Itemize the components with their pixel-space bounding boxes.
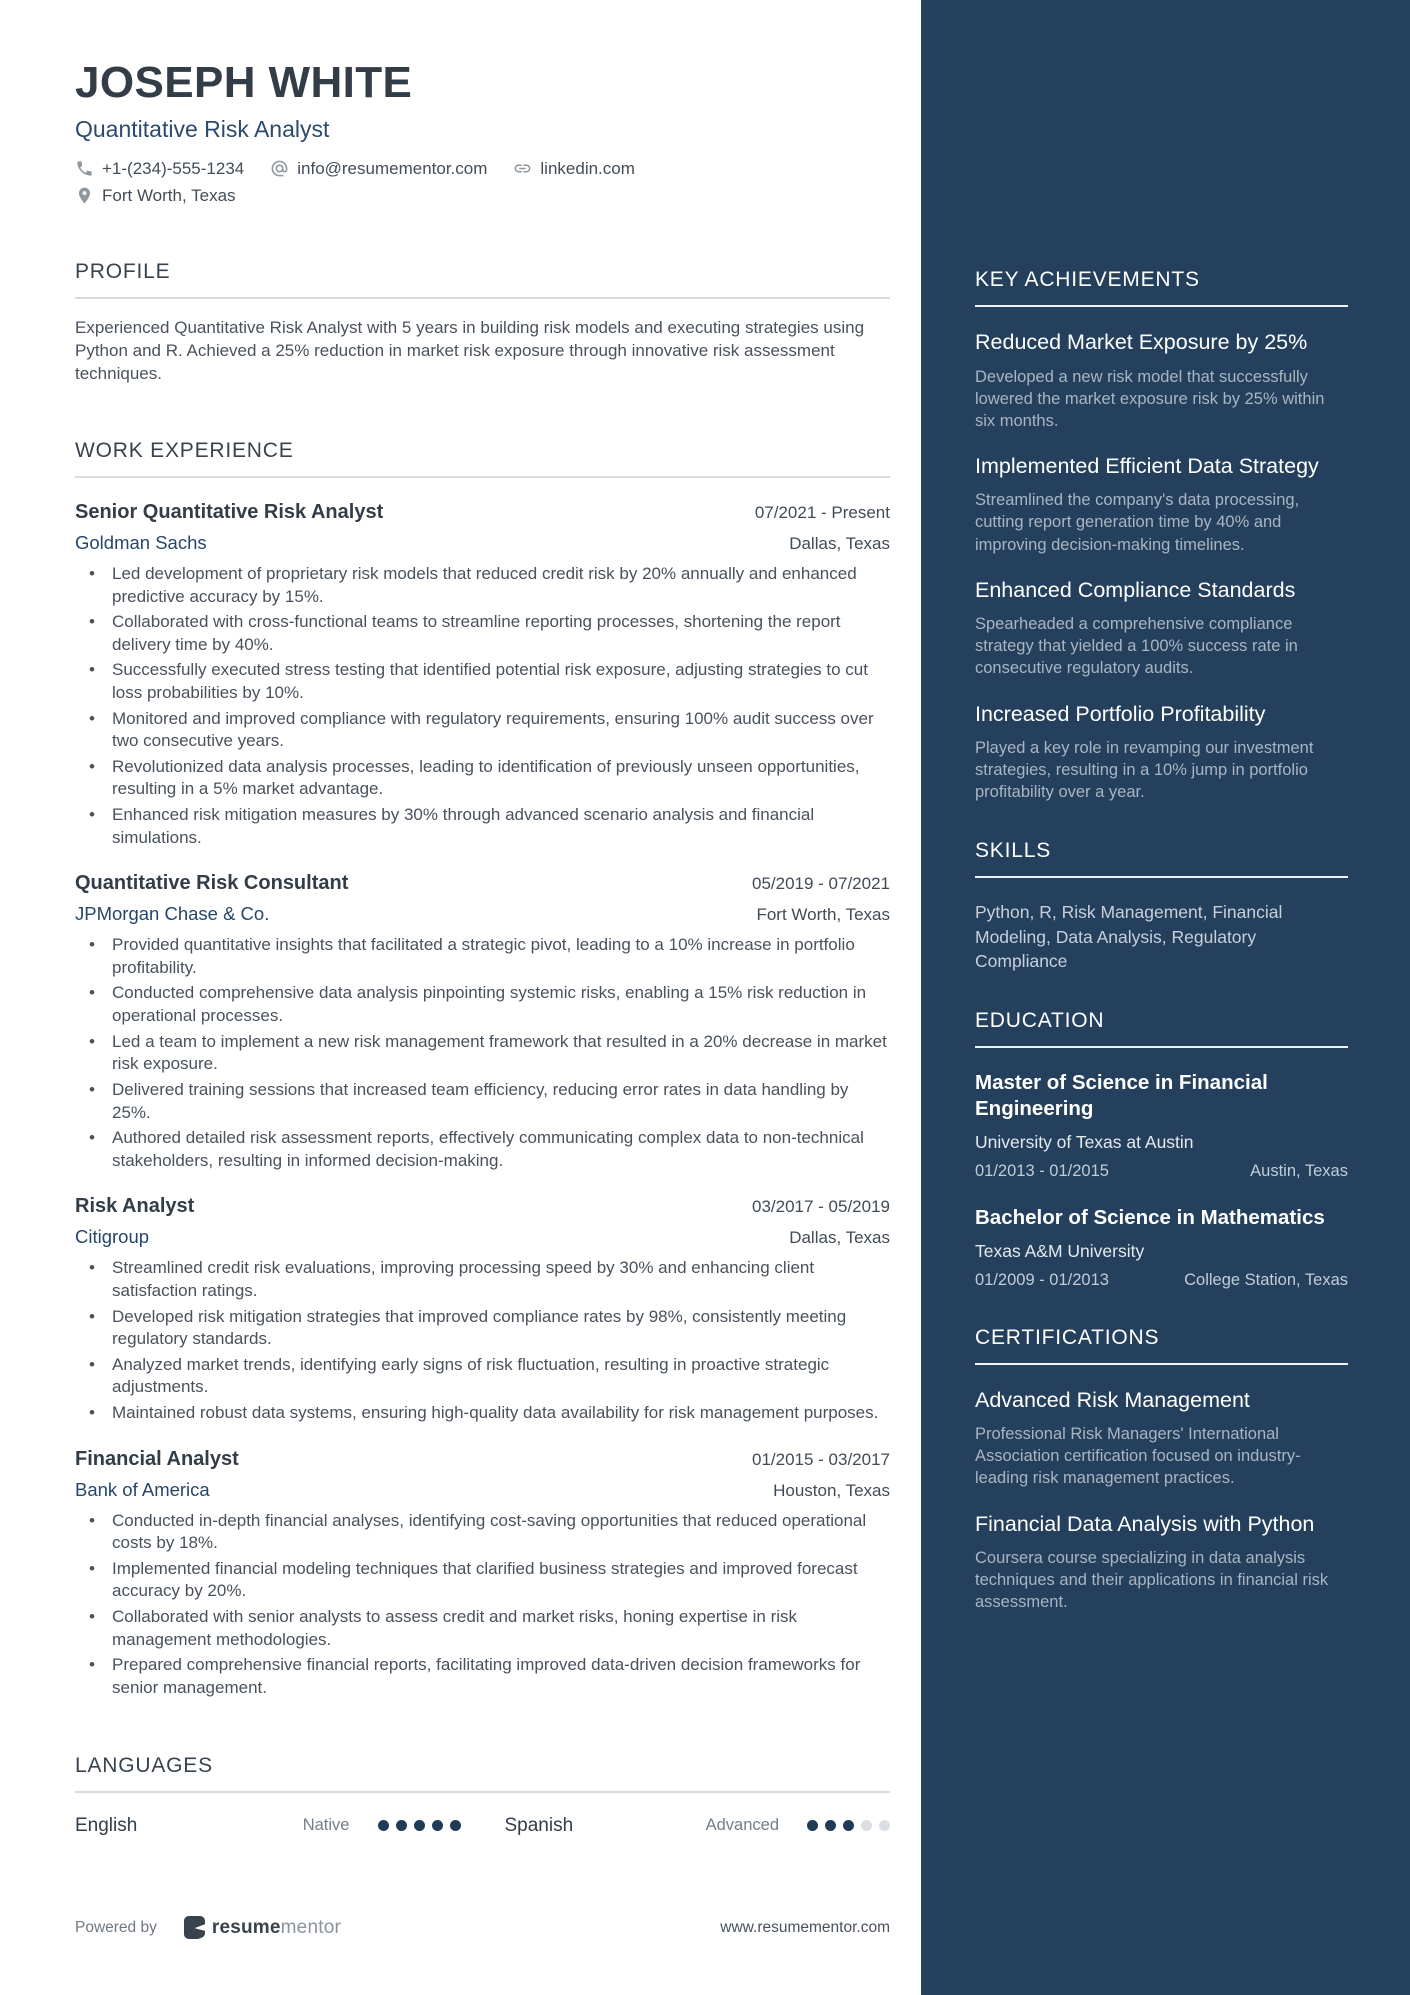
achievement-item — [975, 577, 1348, 680]
profile-text: Experienced Quantitative Risk Analyst with 5 years in building risk models and executing strategies using Python and R. Achieved a 25% reduction in market risk exposure through innovative risk assessment techniques. — [75, 317, 865, 383]
resumementor-logo-icon — [184, 1916, 205, 1939]
skills-section — [975, 839, 1348, 972]
education-degree: Master of Science in Financial Engineering — [975, 1070, 1268, 1121]
level-dot-filled — [432, 1820, 443, 1831]
achievement-body: Streamlined the company's data processing, cutting report generation time by 40% and improving decision-making timelines. — [975, 491, 1300, 554]
skills-heading: SKILLS — [975, 839, 1348, 878]
certification-body: Coursera course specializing in data analysis techniques and their applications in financial risk assessment. — [975, 1549, 1329, 1612]
job-dates: 05/2019 - 07/2021 — [751, 874, 890, 894]
resume-header — [75, 60, 890, 206]
language-item — [505, 1815, 891, 1837]
achievement-body: Developed a new risk model that successfully lowered the market exposure risk by 25% within six months. — [975, 367, 1325, 430]
linkedin-link-icon — [513, 159, 532, 178]
contact-email[interactable] — [270, 159, 487, 179]
job-entry — [75, 1448, 890, 1700]
contact-list — [75, 159, 775, 206]
work-experience-section — [75, 439, 890, 1700]
job-bullets — [75, 934, 890, 1172]
profile-section — [75, 260, 890, 385]
job-bullet: • Analyzed market trends, identifying early signs of risk fluctuation, resulting in proactive strategic adjustments. — [75, 1354, 890, 1399]
job-title: Risk Analyst — [75, 1195, 195, 1218]
achievement-item — [975, 701, 1348, 804]
achievement-title: Reduced Market Exposure by 25% — [975, 330, 1308, 354]
language-level-dots — [807, 1820, 890, 1831]
job-company: JPMorgan Chase & Co. — [75, 903, 270, 925]
education-section — [975, 1009, 1348, 1290]
achievement-title: Enhanced Compliance Standards — [975, 577, 1296, 602]
profile-heading: PROFILE — [75, 260, 890, 299]
job-bullet: • Delivered training sessions that increased team efficiency, reducing error rates in data handling by 25%. — [75, 1079, 890, 1124]
languages-section — [75, 1754, 890, 1837]
job-bullet: • Authored detailed risk assessment reports, effectively communicating complex data to non-technical stakeholders, resulting in informed decision-making. — [75, 1127, 890, 1172]
job-bullet: • Monitored and improved compliance with regulatory requirements, ensuring 100% audit success over two consecutive years. — [75, 708, 890, 753]
job-bullet: • Revolutionized data analysis processes, leading to identification of previously unseen opportunities, resulting in a 5% market advantage. — [75, 756, 890, 801]
education-heading: EDUCATION — [975, 1009, 1348, 1048]
level-dot-filled — [825, 1820, 836, 1831]
achievement-body: Spearheaded a comprehensive compliance strategy that yielded a 100% success rate in consecutive regulatory audits. — [975, 615, 1298, 678]
language-name: English — [75, 1814, 138, 1836]
education-item — [975, 1070, 1348, 1181]
phone-icon — [75, 159, 94, 178]
job-company: Bank of America — [75, 1478, 210, 1500]
brand-text-light: mentor — [280, 1916, 341, 1938]
job-title: Senior Quantitative Risk Analyst — [75, 500, 384, 523]
language-level: Native — [302, 1816, 350, 1834]
work-experience-heading: WORK EXPERIENCE — [75, 439, 890, 478]
phone-value: +1-(234)-555-1234 — [102, 158, 245, 178]
job-bullet: • Maintained robust data systems, ensuring high-quality data availability for risk management purposes. — [75, 1402, 890, 1425]
education-degree: Bachelor of Science in Mathematics — [975, 1206, 1325, 1230]
contact-location — [75, 186, 236, 206]
job-dates: 01/2015 - 03/2017 — [751, 1449, 890, 1469]
language-level-dots — [378, 1820, 461, 1831]
achievement-title: Increased Portfolio Profitability — [975, 701, 1266, 726]
language-item — [75, 1815, 461, 1837]
job-bullet: • Provided quantitative insights that facilitated a strategic pivot, leading to a 10% increase in portfolio profitability. — [75, 934, 890, 979]
email-value[interactable]: info@resumementor.com — [297, 158, 488, 178]
job-bullet: • Conducted comprehensive data analysis pinpointing systemic risks, enabling a 15% risk reduction in operational processes. — [75, 982, 890, 1027]
job-bullet: • Collaborated with senior analysts to assess credit and market risks, honing expertise in risk management methodologies. — [75, 1606, 890, 1651]
certifications-heading: CERTIFICATIONS — [975, 1326, 1348, 1365]
achievement-item — [975, 453, 1348, 556]
job-bullet: • Led a team to implement a new risk management framework that resulted in a 20% decrease in market risk exposure. — [75, 1031, 890, 1076]
job-bullet: • Led development of proprietary risk models that reduced credit risk by 20% annually and enhanced predictive accuracy by 15%. — [75, 563, 890, 608]
linkedin-value[interactable]: linkedin.com — [540, 158, 635, 178]
page-footer — [75, 1916, 890, 1939]
achievement-item — [975, 329, 1348, 432]
job-company: Citigroup — [75, 1226, 150, 1248]
job-bullet: • Enhanced risk mitigation measures by 30% through advanced scenario analysis and financial simulations. — [75, 804, 890, 849]
location-value: Fort Worth, Texas — [102, 185, 236, 205]
job-title: Financial Analyst — [75, 1447, 239, 1470]
job-entry — [75, 501, 890, 849]
job-location: Fort Worth, Texas — [756, 905, 890, 925]
education-location: College Station, Texas — [1184, 1270, 1348, 1289]
job-location: Dallas, Texas — [789, 533, 890, 553]
contact-linkedin[interactable] — [513, 159, 635, 179]
education-school: Texas A&M University — [975, 1240, 1145, 1261]
certification-item — [975, 1511, 1348, 1614]
language-level: Advanced — [705, 1816, 779, 1834]
job-entry — [75, 1195, 890, 1424]
person-name: JOSEPH WHITE — [75, 58, 413, 107]
skills-list-text: Python, R, Risk Management, Financial Modeling, Data Analysis, Regulatory Compliance — [975, 902, 1283, 971]
job-bullets — [75, 1510, 890, 1700]
education-location: Austin, Texas — [1250, 1162, 1348, 1181]
education-school: University of Texas at Austin — [975, 1132, 1194, 1153]
education-item — [975, 1205, 1348, 1290]
education-dates: 01/2009 - 01/2013 — [975, 1270, 1109, 1289]
location-pin-icon — [75, 186, 94, 205]
job-location: Houston, Texas — [773, 1480, 890, 1500]
brand-text-bold: resume — [211, 1916, 281, 1938]
languages-heading: LANGUAGES — [75, 1754, 890, 1793]
level-dot-filled — [807, 1820, 818, 1831]
brand-logo — [184, 1916, 341, 1939]
job-bullet: • Implemented financial modeling techniques that clarified business strategies and improved forecast accuracy by 20%. — [75, 1558, 890, 1603]
level-dot-filled — [450, 1820, 461, 1831]
sidebar — [921, 0, 1410, 1995]
achievement-title: Implemented Efficient Data Strategy — [975, 453, 1319, 478]
job-bullets — [75, 563, 890, 849]
certification-body: Professional Risk Managers' International Association certification focused on industry-leading risk management practices. — [975, 1425, 1301, 1488]
education-dates: 01/2013 - 01/2015 — [975, 1162, 1109, 1181]
certifications-section — [975, 1326, 1348, 1614]
job-dates: 03/2017 - 05/2019 — [751, 1197, 890, 1217]
job-bullet: • Developed risk mitigation strategies that improved compliance rates by 98%, consistently meeting regulatory standards. — [75, 1306, 890, 1351]
job-title: Quantitative Risk Consultant — [75, 872, 349, 895]
level-dot-filled — [378, 1820, 389, 1831]
certification-title: Financial Data Analysis with Python — [975, 1511, 1315, 1536]
level-dot-empty — [879, 1820, 890, 1831]
job-entry — [75, 872, 890, 1172]
website-url[interactable]: www.resumementor.com — [720, 1918, 890, 1936]
job-bullet: • Prepared comprehensive financial reports, facilitating improved data-driven decision frameworks for senior management. — [75, 1654, 890, 1699]
job-company: Goldman Sachs — [75, 531, 207, 553]
job-bullet: • Streamlined credit risk evaluations, improving processing speed by 30% and enhancing client satisfaction ratings. — [75, 1257, 890, 1302]
key-achievements-heading: KEY ACHIEVEMENTS — [975, 268, 1348, 307]
job-bullets — [75, 1257, 890, 1424]
certification-item — [975, 1387, 1348, 1490]
person-job-title: Quantitative Risk Analyst — [75, 115, 330, 142]
contact-phone — [75, 159, 244, 179]
level-dot-filled — [414, 1820, 425, 1831]
email-icon — [270, 159, 289, 178]
level-dot-filled — [396, 1820, 407, 1831]
job-bullet: • Collaborated with cross-functional teams to streamline reporting processes, shortening the report delivery time by 40%. — [75, 611, 890, 656]
job-location: Dallas, Texas — [789, 1228, 890, 1248]
certification-title: Advanced Risk Management — [975, 1387, 1250, 1412]
level-dot-empty — [861, 1820, 872, 1831]
job-bullet: • Successfully executed stress testing that identified potential risk exposure, adjusting strategies to cut loss probabilities by 10%. — [75, 659, 890, 704]
key-achievements-section — [975, 268, 1348, 803]
job-bullet: • Conducted in-depth financial analyses, identifying cost-saving opportunities that reduced operational costs by 18%. — [75, 1510, 890, 1555]
level-dot-filled — [843, 1820, 854, 1831]
powered-by-label: Powered by — [75, 1918, 157, 1936]
language-name: Spanish — [504, 1814, 574, 1836]
achievement-body: Played a key role in revamping our investment strategies, resulting in a 10% jump in portfolio profitability over a year. — [975, 739, 1314, 802]
job-dates: 07/2021 - Present — [754, 502, 890, 522]
